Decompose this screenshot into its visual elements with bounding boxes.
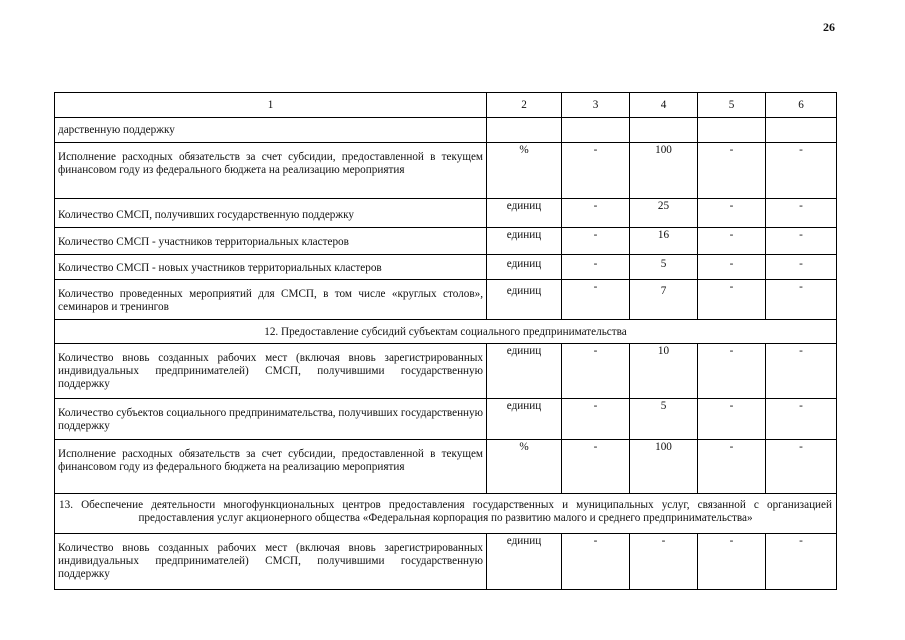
value-cell: 100 <box>630 440 698 494</box>
indicator-name: Количество проведенных мероприятий для СМСП, в том числе «круглых столов», семинаров и тренингов <box>55 280 487 320</box>
value-cell: - <box>562 228 630 255</box>
indicator-name: Количество субъектов социального предпринимательства, получивших государственную поддержку <box>55 399 487 440</box>
indicator-name: дарственную поддержку <box>55 118 487 143</box>
value-cell: - <box>766 143 837 199</box>
value-cell: 5 <box>630 255 698 280</box>
value-cell: - <box>698 280 766 320</box>
value-cell: - <box>562 399 630 440</box>
value-cell <box>698 118 766 143</box>
value-cell: - <box>766 344 837 399</box>
unit-cell: % <box>487 440 562 494</box>
table-row <box>55 199 837 228</box>
indicator-name: Исполнение расходных обязательств за счет субсидии, предоставленной в текущем финансовом году из федерального бюджета на реализацию мероприятия <box>55 143 487 199</box>
header-cell: 2 <box>487 93 562 118</box>
table-row <box>55 280 837 320</box>
value-cell <box>562 118 630 143</box>
unit-cell: % <box>487 143 562 199</box>
value-cell: - <box>766 255 837 280</box>
table-header-row <box>55 93 837 118</box>
value-cell: 7 <box>630 280 698 320</box>
value-cell: - <box>766 280 837 320</box>
value-cell: 10 <box>630 344 698 399</box>
indicator-name: Исполнение расходных обязательств за счет субсидии, предоставленной в текущем финансовом году из федерального бюджета на реализацию мероприятия <box>55 440 487 494</box>
unit-cell: единиц <box>487 255 562 280</box>
unit-cell: единиц <box>487 228 562 255</box>
indicator-name: Количество СМСП, получивших государственную поддержку <box>55 199 487 228</box>
table-row <box>55 399 837 440</box>
header-cell: 5 <box>698 93 766 118</box>
value-cell: - <box>698 255 766 280</box>
value-cell: - <box>766 199 837 228</box>
value-cell: - <box>698 440 766 494</box>
value-cell: - <box>562 344 630 399</box>
header-cell: 3 <box>562 93 630 118</box>
unit-cell: единиц <box>487 399 562 440</box>
indicator-name: Количество СМСП - участников территориальных кластеров <box>55 228 487 255</box>
unit-cell: единиц <box>487 280 562 320</box>
header-cell: 6 <box>766 93 837 118</box>
header-cell: 4 <box>630 93 698 118</box>
value-cell: - <box>698 534 766 590</box>
section-title: 12. Предоставление субсидий субъектам социального предпринимательства <box>55 320 837 344</box>
value-cell: - <box>562 280 630 320</box>
value-cell: - <box>766 228 837 255</box>
unit-cell: единиц <box>487 344 562 399</box>
value-cell: 5 <box>630 399 698 440</box>
table-row <box>55 440 837 494</box>
value-cell: - <box>630 534 698 590</box>
table-row <box>55 344 837 399</box>
value-cell <box>630 118 698 143</box>
table-row <box>55 228 837 255</box>
indicator-name: Количество вновь созданных рабочих мест (включая вновь зарегистрированных индивидуальных предпринимателей) СМСП, получившими государственную поддержку <box>55 344 487 399</box>
value-cell: - <box>698 199 766 228</box>
table-row <box>55 143 837 199</box>
value-cell <box>766 118 837 143</box>
value-cell: - <box>698 228 766 255</box>
page-number: 26 <box>823 20 835 34</box>
value-cell: - <box>698 344 766 399</box>
section-row <box>55 320 837 344</box>
value-cell: 25 <box>630 199 698 228</box>
value-cell: - <box>766 440 837 494</box>
indicators-table <box>54 92 837 590</box>
indicator-name: Количество вновь созданных рабочих мест (включая вновь зарегистрированных индивидуальных предпринимателей) СМСП, получившими государственную поддержку <box>55 534 487 590</box>
value-cell: - <box>562 255 630 280</box>
value-cell: 100 <box>630 143 698 199</box>
value-cell: - <box>698 143 766 199</box>
value-cell: - <box>766 399 837 440</box>
unit-cell: единиц <box>487 199 562 228</box>
section-row <box>55 494 837 534</box>
indicator-name: Количество СМСП - новых участников территориальных кластеров <box>55 255 487 280</box>
value-cell: - <box>562 199 630 228</box>
value-cell: - <box>698 399 766 440</box>
value-cell: 16 <box>630 228 698 255</box>
section-title: 13. Обеспечение деятельности многофункциональных центров предоставления государственных и муниципальных услуг, связанной с организацией предоставления услуг акционерного общества «Федеральная корпорация по развитию малого и среднего предпринимательства» <box>55 494 837 534</box>
table-row <box>55 118 837 143</box>
value-cell: - <box>766 534 837 590</box>
unit-cell <box>487 118 562 143</box>
value-cell: - <box>562 143 630 199</box>
value-cell: - <box>562 534 630 590</box>
table-row <box>55 534 837 590</box>
unit-cell: единиц <box>487 534 562 590</box>
table-row <box>55 255 837 280</box>
value-cell: - <box>562 440 630 494</box>
header-cell: 1 <box>55 93 487 118</box>
